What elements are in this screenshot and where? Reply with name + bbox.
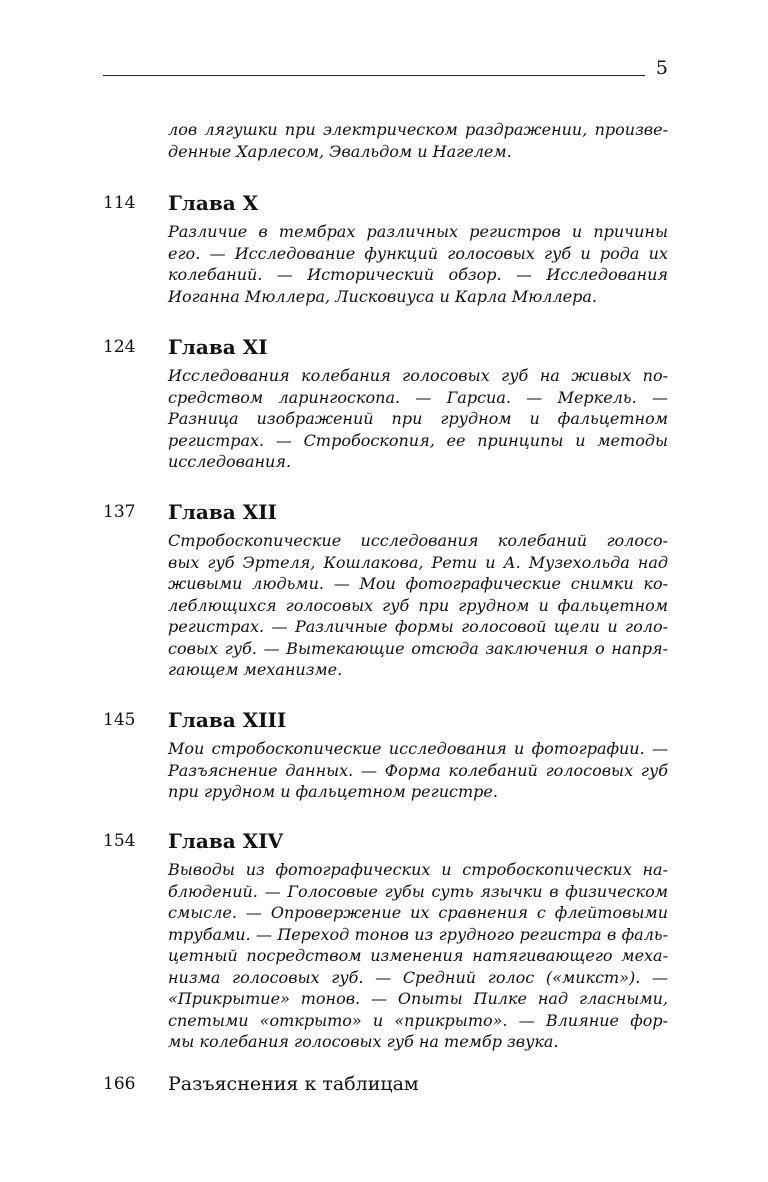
chapter-title: Глава XII [168,500,277,524]
text-line: вых губ Эртеля, Кошлакова, Рети и А. Музехольда над [168,552,668,572]
text-line: гающем механизме. [168,660,343,679]
text-line: Различие в тембрах различных регистров и причины [168,222,668,241]
entry-page-number: 154 [103,831,136,851]
text-line: Выводы из фотографических и стробоскопических на- [168,860,668,879]
chapter-title: Глава XIV [168,829,284,853]
text-line: Исследования колебания голосовых губ на живых по- [168,366,668,385]
text-line: цетный посредством изменения натягивающего меха- [168,946,668,965]
text-line: Иоганна Мюллера, Лисковиуса и Карла Мюллера. [168,286,598,306]
running-header [103,56,668,80]
text-line: Стробоскопические исследования колебаний голосо- [168,531,668,550]
text-line: средством ларингоскопа. — Гарсиа. — Меркель. — [168,387,668,407]
text-line: Разъяснение данных. — Форма колебаний голосовых губ [168,760,668,780]
chapter-summary [168,859,668,1053]
chapter-summary [168,530,668,681]
text-line: регистрах. — Различные формы голосовой щели и голо- [168,617,668,636]
intro-continuation [168,119,668,162]
entry-page-number: 145 [103,710,136,730]
entry-title: Разъяснения к таблицам [168,1073,419,1095]
chapter-summary [168,738,668,803]
text-line: Разница изображений при грудном и фальцетном [168,409,668,428]
chapter-title: Глава X [168,191,259,215]
entry-page-number: 137 [103,502,136,522]
chapter-summary [168,221,668,307]
text-line: леблющихся голосовых губ при грудном и фальцетном [168,595,668,615]
text-line: мы колебания голосовых губ на тембр звука. [168,1032,559,1051]
text-line: лов лягушки при электрическом раздражении, произве- [168,120,668,139]
page-number: 5 [655,57,668,79]
text-line: спетыми «открыто» и «прикрыто». — Влияние фор- [168,1010,668,1030]
text-line: низма голосовых губ. — Средний голос («микст»). — [168,967,668,987]
header-rule [103,75,645,76]
text-line: при грудном и фальцетном регистре. [168,782,498,801]
chapter-title: Глава XI [168,335,268,359]
text-line: регистрах. — Стробоскопия, ее принципы и методы [168,430,668,450]
text-line: блюдений. — Голосовые губы суть язычки в физическом [168,881,668,901]
text-line: смысле. — Опровержение их сравнения с флейтовыми [168,903,668,922]
text-line: «Прикрытие» тонов. — Опыты Пилке над гласными, [168,989,668,1008]
text-line: денные Харлесом, Эвальдом и Нагелем. [168,141,512,161]
text-line: его. — Исследование функций голосовых губ и рода их [168,243,668,263]
entry-page-number: 124 [103,337,136,357]
entry-page-number: 166 [103,1074,136,1094]
chapter-title: Глава XIII [168,708,287,732]
text-line: живыми людьми. — Мои фотографические снимки ко- [168,574,668,593]
chapter-summary [168,365,668,473]
text-line: исследования. [168,452,292,471]
text-line: трубами. — Переход тонов из грудного регистра в фаль- [168,924,668,944]
text-line: колебаний. — Исторический обзор. — Исследования [168,265,668,284]
text-line: совых губ. — Вытекающие отсюда заключения о напря- [168,638,668,658]
entry-page-number: 114 [103,193,136,213]
text-line: Мои стробоскопические исследования и фотографии. — [168,739,668,758]
